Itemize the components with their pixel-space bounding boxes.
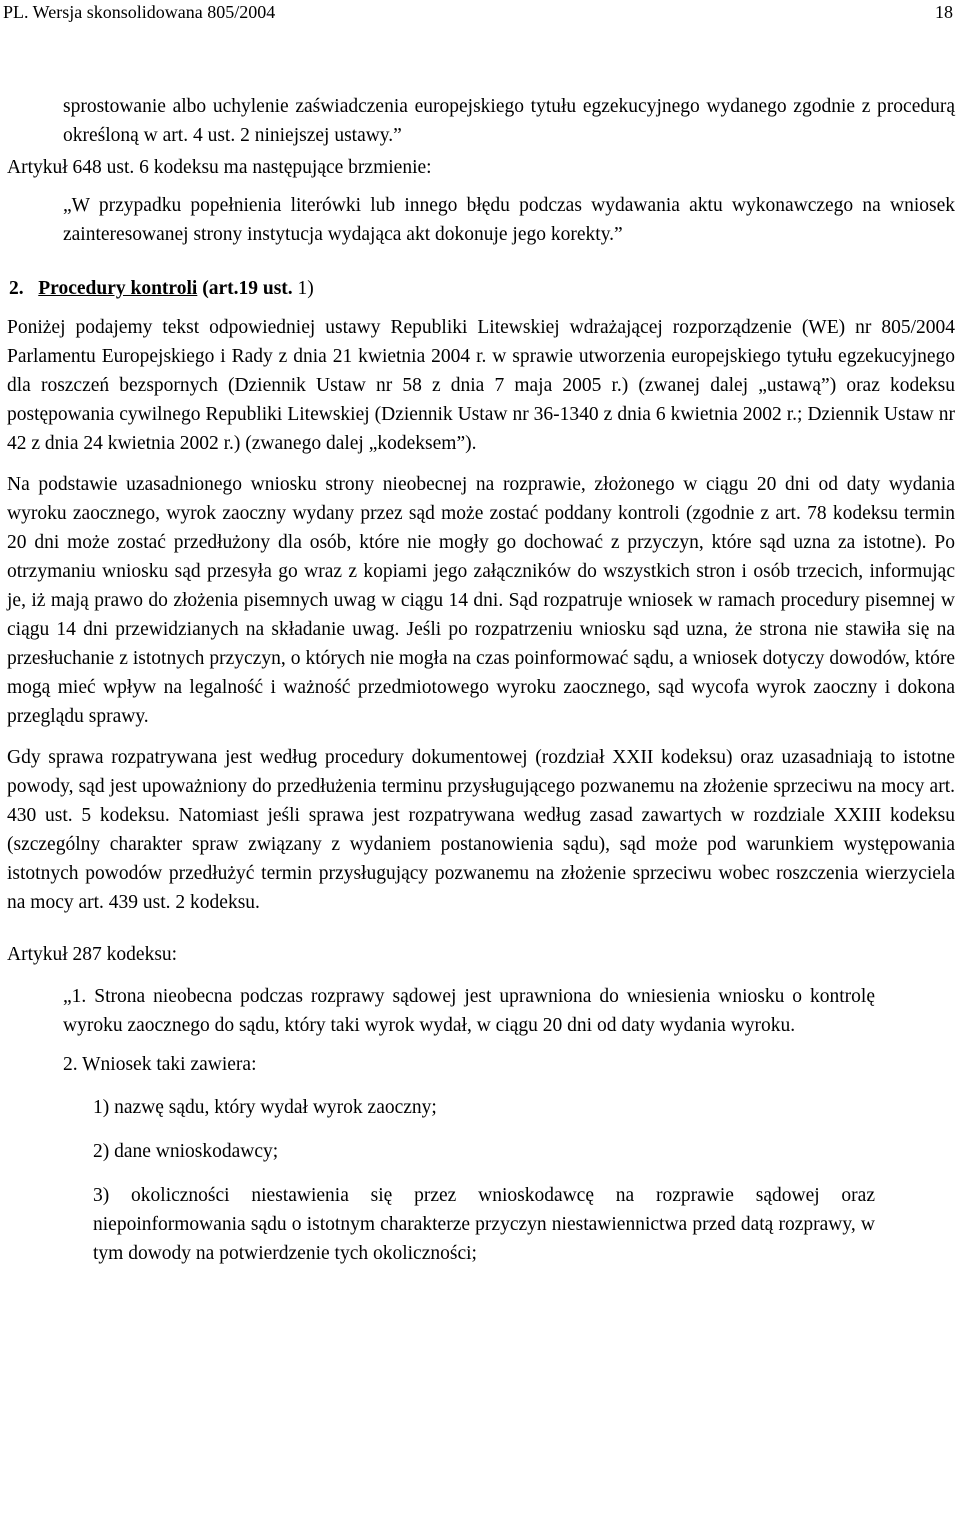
article-287-point-1: „1. Strona nieobecna podczas rozprawy sądowej jest uprawniona do wniesienia wniosku o kontrolę wyroku zaocznego do sądu, który taki wyrok wydał, w ciągu 20 dni od daty wydania wyroku. [63, 986, 875, 1036]
list-item: 2) dane wnioskodawcy; [93, 1141, 279, 1162]
page-number: 18 [935, 2, 953, 22]
quote-continuation: sprostowanie albo uchylenie zaświadczenia europejskiego tytułu egzekucyjnego wydanego zgodnie z procedurą określoną w art. 4 ust. 2 niniejszej ustawy.” [63, 96, 955, 146]
document-version-label: PL. Wersja skonsolidowana 805/2004 [3, 2, 276, 22]
article-648-quote: „W przypadku popełnienia literówki lub innego błędu podczas wydawania aktu wykonawczego na wniosek zainteresowanej strony instytucja wydająca akt dokonuje jego korekty.” [63, 195, 955, 245]
article-287-intro: Artykuł 287 kodeksu: [7, 944, 178, 965]
paragraph-review-procedure: Na podstawie uzasadnionego wniosku strony nieobecnej na rozprawie, złożonego w ciągu 20 dni od daty wydania wyroku zaocznego, wyrok zaoczny wydany przez sąd może zostać poddany kontroli (zgodnie z art. 78 kodeksu termin 20 dni może zostać przedłużony dla osób, które nie mogły go dochować z przyczyn, które sąd uzna za istotne). Po otrzymaniu wniosku sąd przesyła go wraz z kopiami jego załączników do wszystkich stron i osób trzecich, informując je, iż mają prawo do złożenia pisemnych uwag w ciągu 14 dni. Sąd rozpatruje wniosek w ramach procedury pisemnej w ciągu 14 dni przewidzianych na składanie uwag. Jeśli po rozpatrzeniu wniosku sąd uzna, że strona nie stawiła się na przesłuchanie z istotnych przyczyn, o których nie mogła na czas poinformować sądu, a wniosek dotyczy dowodów, które mogą mieć wpływ na legalność i ważność przedmiotowego wyroku zaocznego, sąd wycofa wyrok zaoczny i dokona przeglądu sprawy. [7, 474, 955, 727]
paragraph-law-reference: Poniżej podajemy tekst odpowiedniej ustawy Republiki Litewskiej wdrażającej rozporządzenie (WE) nr 805/2004 Parlamentu Europejskiego i Rady z dnia 21 kwietnia 2004 r. w sprawie utworzenia europejskiego tytułu egzekucyjnego dla roszczeń bezspornych (Dziennik Ustaw nr 58 z dnia 7 maja 2005 r.) (zwanej dalej „ustawą”) oraz kodeksu postępowania cywilnego Republiki Litewskiej (Dziennik Ustaw nr 36-1340 z dnia 6 kwietnia 2002 r.; Dziennik Ustaw nr 42 z dnia 24 kwietnia 2002 r.) (zwanego dalej „kodeksem”). [7, 317, 955, 454]
section-title-underlined: Procedury kontroli [38, 278, 198, 299]
list-item: 1) nazwę sądu, który wydał wyrok zaoczny; [93, 1097, 437, 1118]
paragraph-document-procedure: Gdy sprawa rozpatrywana jest według procedury dokumentowej (rozdział XXII kodeksu) oraz uzasadniają to istotne powody, sąd jest upoważniony do przedłużenia terminu przysługującego pozwanemu na złożenie sprzeciwu na mocy art. 430 ust. 5 kodeksu. Natomiast jeśli sprawa jest rozpatrywana według zasad zawartych w rozdziale XXIII kodeksu (szczególny charakter spraw związany z wydaniem postanowienia sądu), sąd może pod warunkiem występowania istotnych powodów przedłużyć termin przysługujący pozwanemu na złożenie sprzeciwu wobec roszczenia wierzyciela na mocy art. 439 ust. 2 kodeksu. [7, 747, 955, 913]
section-title-end: 1) [292, 278, 314, 299]
section-title-rest: (art.19 [197, 278, 263, 299]
section-title-ust: ust. [262, 278, 293, 299]
section-heading [7, 274, 955, 303]
article-648-intro: Artykuł 648 ust. 6 kodeksu ma następujące brzmienie: [7, 157, 432, 178]
article-287-point-2: 2. Wniosek taki zawiera: [63, 1054, 257, 1075]
page-header [0, 0, 960, 24]
section-number: 2. [9, 278, 24, 299]
list-item: 3) okoliczności niestawienia się przez wnioskodawcę na rozprawie sądowej oraz niepoinformowania sądu o istotnym charakterze przyczyn niestawiennictwa przed datą rozprawy, w tym dowody na potwierdzenie tych okoliczności; [93, 1185, 875, 1264]
document-body [7, 92, 955, 1268]
